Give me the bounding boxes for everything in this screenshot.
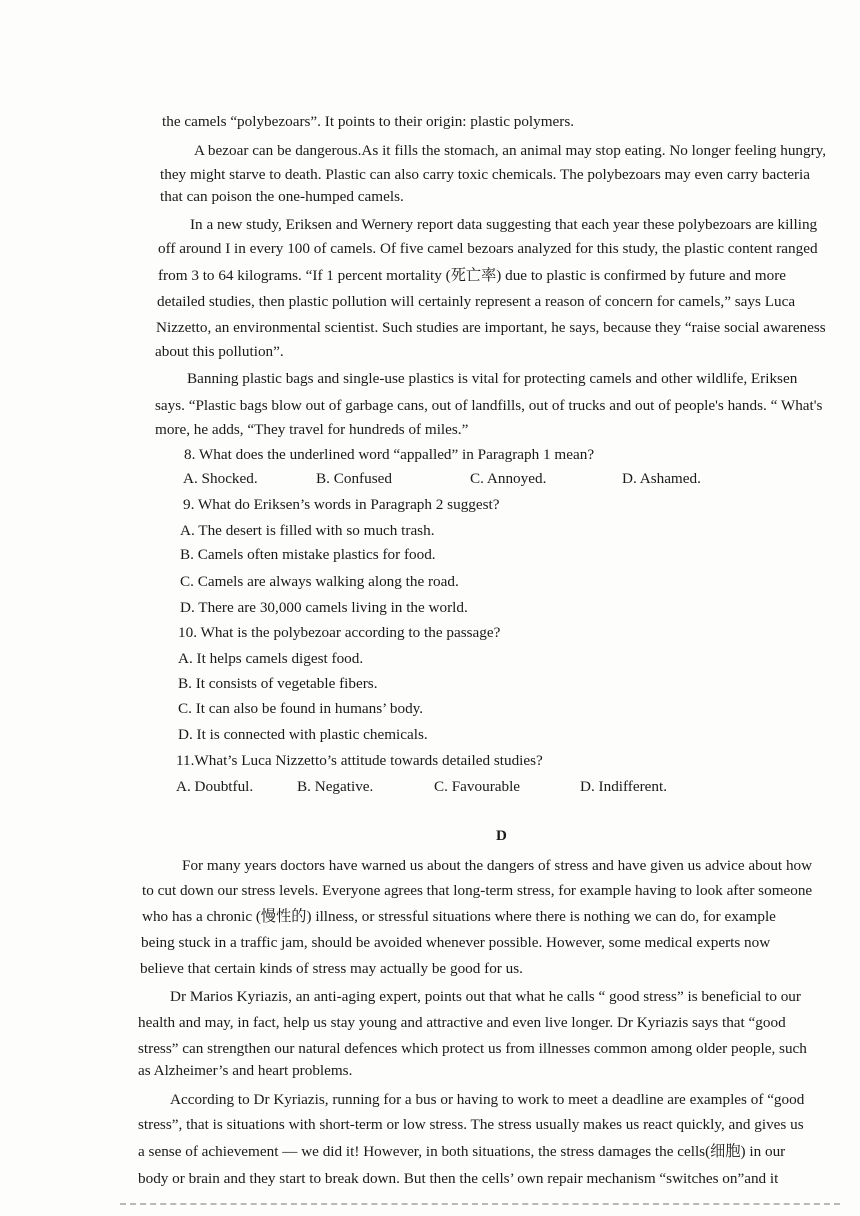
passage-c-line: from 3 to 64 kilograms. “If 1 percent mortality (死亡率) due to plastic is confirmed by future and more xyxy=(158,267,787,284)
passage-c-line: In a new study, Eriksen and Wernery report data suggesting that each year these polybezoars are killing xyxy=(190,216,818,233)
option-d: D. Ashamed. xyxy=(622,470,701,487)
passage-d-line: believe that certain kinds of stress may actually be good for us. xyxy=(140,960,523,977)
passage-d-line: stress”, that is situations with short-term or low stress. The stress usually makes us react quickly, and gives us xyxy=(138,1116,804,1133)
option-c: C. It can also be found in humans’ body. xyxy=(178,700,424,717)
passage-d-line: body or brain and they start to break down. But then the cells’ own repair mechanism “switches on”and it xyxy=(138,1170,779,1187)
option-d: D. There are 30,000 camels living in the world. xyxy=(180,599,468,616)
passage-d-line: stress” can strengthen our natural defences which protect us from illnesses common among older people, such xyxy=(138,1040,807,1057)
question-stem: 8. What does the underlined word “appalled” in Paragraph 1 mean? xyxy=(184,446,595,463)
passage-c-line: Banning plastic bags and single-use plastics is vital for protecting camels and other wildlife, Eriksen xyxy=(187,370,798,387)
passage-d-line: who has a chronic (慢性的) illness, or stressful situations where there is nothing we can do, for example xyxy=(142,908,776,925)
passage-d-line: to cut down our stress levels. Everyone agrees that long-term stress, for example having to look after someone xyxy=(142,882,813,899)
passage-c-line: off around I in every 100 of camels. Of five camel bezoars analyzed for this study, the plastic content ranged xyxy=(158,240,818,257)
option-b: B. Camels often mistake plastics for food. xyxy=(180,546,436,563)
passage-d-heading: D xyxy=(496,828,507,844)
option-a: A. The desert is filled with so much trash. xyxy=(180,522,435,539)
question-stem: 9. What do Eriksen’s words in Paragraph 2 suggest? xyxy=(183,496,500,513)
passage-d-line: a sense of achievement — we did it! However, in both situations, the stress damages the cells(细胞) in our xyxy=(138,1143,786,1160)
passage-c-line: detailed studies, then plastic pollution will certainly represent a reason of concern for camels,” says Luca xyxy=(157,293,796,310)
passage-d-line: Dr Marios Kyriazis, an anti-aging expert, points out that what he calls “ good stress” is beneficial to our xyxy=(170,988,801,1005)
option-c: C. Camels are always walking along the road. xyxy=(180,573,459,590)
option-a: A. It helps camels digest food. xyxy=(178,650,364,667)
option-a: A. Doubtful. xyxy=(176,778,254,795)
option-b: B. Negative. xyxy=(297,778,374,795)
passage-c-line: that can poison the one-humped camels. xyxy=(160,188,404,205)
option-c: C. Favourable xyxy=(434,778,521,795)
passage-d-line: According to Dr Kyriazis, running for a bus or having to work to meet a deadline are examples of “good xyxy=(170,1091,805,1108)
option-a: A. Shocked. xyxy=(183,470,258,487)
question-stem: 11.What’s Luca Nizzetto’s attitude towards detailed studies? xyxy=(176,752,543,769)
passage-c-line: says. “Plastic bags blow out of garbage cans, out of landfills, out of trucks and out of people's hands. “ What's xyxy=(155,397,823,414)
passage-c-line: about this pollution”. xyxy=(155,343,284,360)
passage-d-line: as Alzheimer’s and heart problems. xyxy=(138,1062,353,1079)
passage-c-line: Nizzetto, an environmental scientist. Such studies are important, he says, because they “raise social awareness xyxy=(156,319,826,336)
passage-d-line: being stuck in a traffic jam, should be avoided whenever possible. However, some medical experts now xyxy=(141,934,771,951)
passage-c-line: A bezoar can be dangerous.As it fills the stomach, an animal may stop eating. No longer feeling hungry, xyxy=(194,142,827,159)
option-d: D. It is connected with plastic chemicals. xyxy=(178,726,428,743)
option-c: C. Annoyed. xyxy=(470,470,547,487)
option-d: D. Indifferent. xyxy=(580,778,668,795)
passage-d-line: For many years doctors have warned us about the dangers of stress and have given us advice about how xyxy=(182,857,813,874)
option-b: B. It consists of vegetable fibers. xyxy=(178,675,378,692)
passage-d-line: health and may, in fact, help us stay young and attractive and even live longer. Dr Kyriazis says that “good xyxy=(138,1014,786,1031)
passage-c-line: more, he adds, “They travel for hundreds of miles.” xyxy=(155,421,469,438)
page-bottom-edge xyxy=(120,1203,840,1206)
option-b: B. Confused xyxy=(316,470,392,487)
passage-c-line: the camels “polybezoars”. It points to their origin: plastic polymers. xyxy=(162,113,575,130)
passage-c-line: they might starve to death. Plastic can also carry toxic chemicals. The polybezoars may even carry bacteria xyxy=(160,166,810,183)
question-stem: 10. What is the polybezoar according to the passage? xyxy=(178,624,501,641)
